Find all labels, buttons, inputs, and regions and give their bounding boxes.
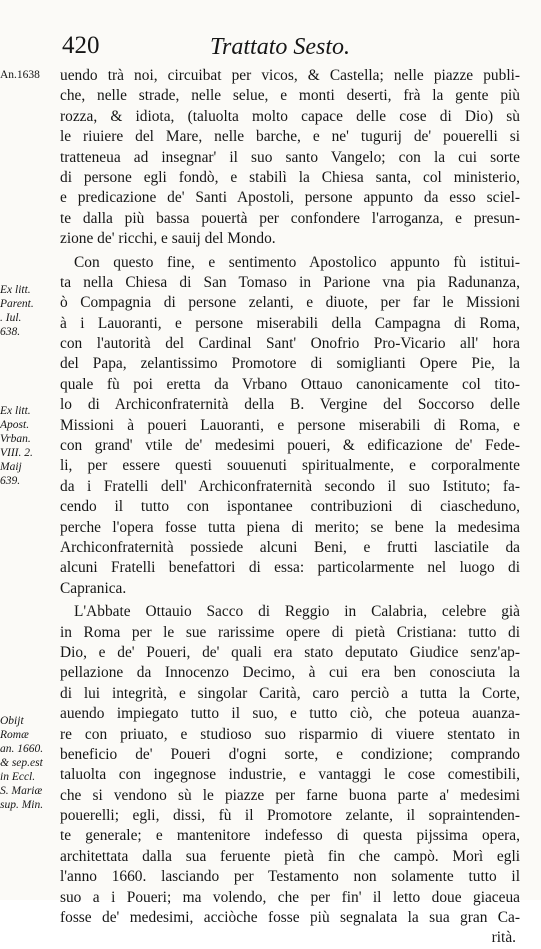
- text-line: quale fù poi eretta da Vrbano Ottauo canonicamente col tito-: [60, 375, 520, 393]
- text-line: Con questo fine, e sentimento Apostolico appunto fù istitui-: [74, 253, 520, 271]
- page-header: [62, 30, 529, 62]
- text-line: lo di Archiconfraternità della B. Vergine del Soccorso delle: [60, 396, 520, 414]
- text-line: auendo impiegato tutto il suo, e tutto ciò, che poteua auanza-: [60, 705, 520, 723]
- paragraph-1: [60, 66, 520, 250]
- text-line: te generale; e mantenitore indefesso di questa pijssima opera,: [60, 827, 520, 845]
- text-line: rità.: [491, 929, 516, 947]
- text-line: re con priuato, e studioso suo risparmio di viuere stentato in: [60, 725, 520, 743]
- paragraph-2: [60, 253, 520, 600]
- margin-note-obituary: Obijt Romæ an. 1660. & sep.est in Eccl. S. Mariæ sup. Min.: [0, 715, 44, 811]
- text-line: ò Compagnia di persone zelanti, e diuote, per far le Missioni: [60, 294, 520, 312]
- paragraph-3: [60, 602, 520, 949]
- text-line: con l'autorità del Cardinal Sant' Onofrio Pro-Vicario all' hora: [60, 335, 520, 353]
- text-line: à i Lauoranti, e persone miserabili della Campagna di Roma,: [60, 314, 520, 332]
- text-line: che si vendono sù le piazze per farne buona parte a' medesimi: [60, 786, 520, 804]
- text-line: Archiconfraternità possiede alcuni Beni, e frutti lasciatile da: [60, 538, 520, 556]
- text-line: di persone egli fondò, e stabilì la Chiesa santa, col ministerio,: [60, 168, 520, 186]
- text-line: Capranica.: [60, 579, 127, 597]
- text-line: beneficio de' Poueri d'ogni sorte, e condizione; comprando: [60, 745, 520, 763]
- margin-note-year: An.1638: [0, 69, 40, 81]
- text-line: architettata dalla sua feruente pietà fin che campò. Morì egli: [60, 847, 520, 865]
- text-line: zione de' ricchi, e sauij del Mondo.: [60, 230, 276, 248]
- text-line: te dalla più bassa pouertà per confondere l'arroganza, e presun-: [60, 209, 520, 227]
- text-line: cendo il tutto con ispontanee contribuzioni di ciascheduno,: [60, 498, 520, 516]
- text-line: suo a i Poueri; ma volendo, che per fin' il letto doue giaceua: [60, 888, 520, 906]
- text-line: taluolta con ingegnose industrie, e vantaggi le cose comestibili,: [60, 766, 520, 784]
- text-line: le riuiere del Mare, nelle barche, e ne' tugurij de' pouerelli si: [60, 128, 520, 146]
- text-line: rozza, & idiota, (taluolta molto capace delle cose di Dio) sù: [60, 107, 520, 125]
- text-line: tratteneua ad insegnar' il suo santo Vangelo; con la cui sorte: [60, 148, 520, 166]
- text-line: con grand' vtile de' medesimi poueri, & edificazione de' Fede-: [60, 437, 520, 455]
- text-line: Dio, e de' Poueri, de' quali era stato deputato Giudice senz'ap-: [60, 643, 520, 661]
- body-text: [60, 66, 520, 949]
- text-line: in Roma per le sue rarissime opere di pietà Cristiana: tutto di: [60, 623, 520, 641]
- text-line: l'anno 1660. lasciando per Testamento non solamente tutto il: [60, 868, 520, 886]
- text-line: L'Abbate Ottauio Sacco di Reggio in Calabria, celebre già: [74, 603, 520, 621]
- margin-note-source-parent: Ex litt. Parent. . Iul. 638.: [0, 284, 34, 338]
- text-line: pouerelli; egli, dissi, fù il Promotore zelante, il sopraintenden-: [60, 807, 520, 825]
- text-line: li, per essere questi souuenuti spiritualmente, e corporalmente: [60, 457, 520, 475]
- text-line: uendo trà noi, circuibat per vicos, & Castella; nelle piazze publi-: [60, 67, 520, 84]
- text-line: fosse de' medesimi, acciòche fosse più segnalata la sua gran Ca-: [60, 909, 520, 927]
- text-line: alcuni Fratelli benefattori di essa: particolarmente nel luogo di: [60, 559, 520, 577]
- text-line: da i Fratelli dell' Archiconfraternità secondo il suo Istituto; fa-: [60, 477, 520, 495]
- text-line: Missioni à poueri Lauoranti, e persone miserabili di Roma, e: [60, 416, 520, 434]
- text-line: e predicazione de' Santi Apostoli, persone appunto da esso sciel-: [60, 189, 520, 207]
- running-title: Trattato Sesto.: [210, 34, 351, 60]
- text-line: del Papa, zelantissimo Promotore di somiglianti Opere Pie, la: [60, 355, 520, 373]
- text-line: perche l'opera fosse tutta piena di merito; se bene la medesima: [60, 518, 520, 536]
- text-line: di lui integrità, e singolar Carità, caro perciò a tutta la Corte,: [60, 684, 520, 702]
- margin-note-source-apostolic: Ex litt. Apost. Vrban. VIII. 2. Maij 639.: [0, 405, 33, 487]
- text-line: ta nella Chiesa di San Tomaso in Parione vna pia Radunanza,: [60, 273, 520, 291]
- text-line: che, nelle strade, nelle selue, e monti deserti, frà la gente più: [60, 87, 520, 105]
- text-line: pellazione da Innocenzo Decimo, à cui era ben conosciuta la: [60, 664, 520, 682]
- page-number: 420: [62, 32, 100, 59]
